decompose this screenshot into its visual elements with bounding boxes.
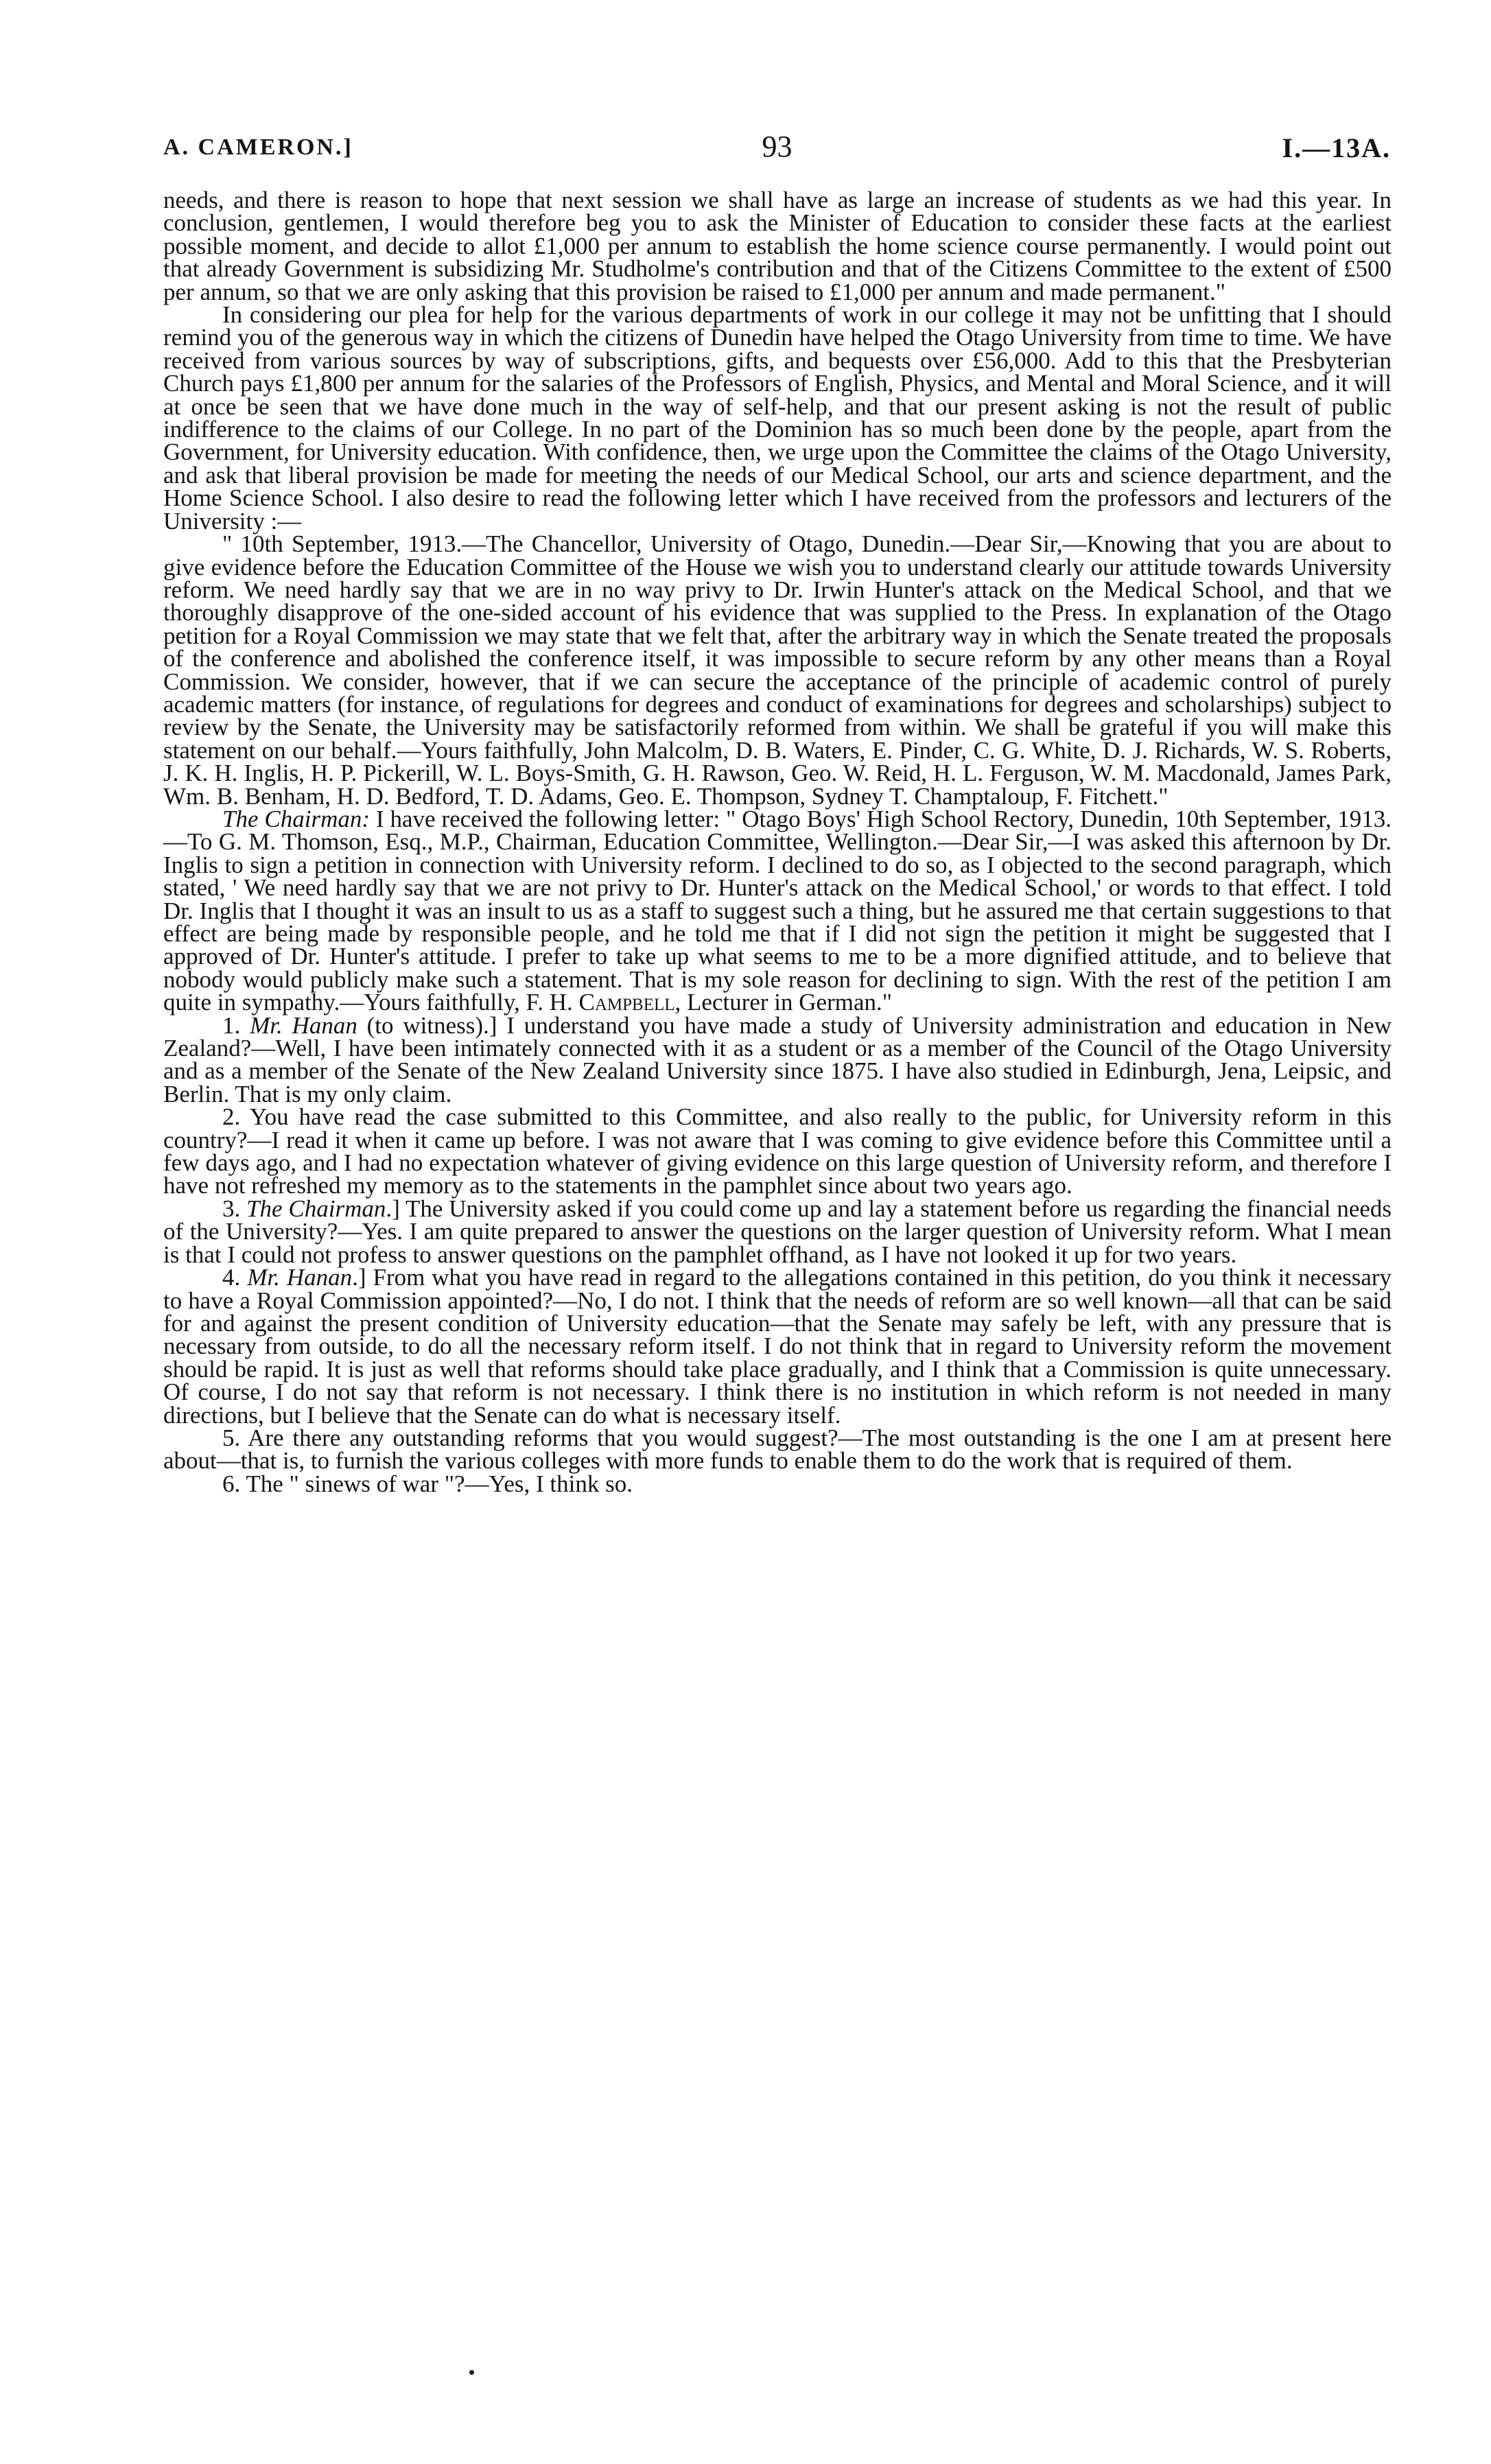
page-number: 93 (762, 130, 793, 163)
question-text: The " sinews of war "?—Yes, I think so. (246, 1470, 633, 1497)
question-number: 2. (222, 1103, 241, 1131)
question-text: You have read the case submitted to this Committee, and also really to the public, for University reform in this country?—I read it when it came up before. I was not aware that I was coming to give evidence before this Committee until a few days ago, and I had no expectation whatever of giving evidence on this large question of University reform, and therefore I have not refreshed my memory as to the statements in the pamphlet since about two years ago. (163, 1103, 1392, 1199)
question-speaker: Mr. Hanan (250, 1011, 357, 1039)
paragraph-professors-letter: " 10th September, 1913.—The Chancellor, University of Otago, Dunedin.—Dear Sir,—Knowing that you are about to give evidence before the Education Committee of the House we wish you to understand clearly our attitude towards University reform. We need hardly say that we are in no way privy to Dr. Irwin Hunter's attack on the Medical School, and that we thoroughly disapprove of the one-sided account of his evidence that was supplied to the Press. In explanation of the Otago petition for a Royal Commission we may state that we felt that, after the arbitrary way in which the Senate treated the proposals of the conference and abolished the conference itself, it was impossible to secure reform by any other means than a Royal Commission. We consider, however, that if we can secure the acceptance of the principle of academic control of purely academic matters (for instance, of regulations for degrees and conduct of examinations for degrees and scholarships) subject to review by the Senate, the University may be satisfactorily reformed from within. We shall be grateful if you will make this statement on our behalf.—Yours faithfully, John Malcolm, D. B. Waters, E. Pinder, C. G. White, D. J. Richards, W. S. Roberts, J. K. H. Inglis, H. P. Pickerill, W. L. Boys-Smith, G. H. Rawson, Geo. W. Reid, H. L. Ferguson, W. M. Macdonald, James Park, Wm. B. Benham, H. D. Bedford, T. D. Adams, Geo. E. Thompson, Sydney T. Champtaloup, F. Fitchett." (163, 530, 1392, 810)
signature-name: Campbell (578, 989, 675, 1016)
question-speaker-note: .] (386, 1195, 400, 1222)
page-header (163, 129, 1391, 170)
chairman-speaker: The Chairman: (222, 805, 371, 832)
chairman-letter-closing: , Lecturer in German." (674, 989, 893, 1016)
paragraph-chairman-letter (163, 805, 1392, 1016)
question-text: From what you have read in regard to the allegations contained in this petition, do you think it necessary to have a Royal Commission appointed?—No, I do not. I think that the needs of reform are so well known—all that can be said for and against the present condition of University education—that the Senate may safely be left, with any pressure that is necessary from outside, to do all the necessary reform itself. I do not think that in regard to University reform the movement should be rapid. It is just as well that reforms should take place gradually, and I think that a Commission is quite unnecessary. Of course, I do not say that reform is not necessary. I think there is no institution in which reform is not needed in many directions, but I believe that the Senate can do what is necessary itself. (163, 1264, 1392, 1429)
paragraph-dunedin-support: In considering our plea for help for the various departments of work in our college it may not be unfitting that I should remind you of the generous way in which the citizens of Dunedin have helped the Otago University from time to time. We have received from various sources by way of subscriptions, gifts, and bequests over £56,000. Add to this that the Presbyterian Church pays £1,800 per annum for the salaries of the Professors of English, Physics, and Mental and Moral Science, and it will at once be seen that we have done much in the way of self-help, and that our present asking is not the result of public indifference to the claims of our College. In no part of the Dominion has so much been done by the people, apart from the Government, for University education. With confidence, then, we urge upon the Committee the claims of the Otago University, and ask that liberal provision be made for meeting the needs of our Medical School, our arts and science department, and the Home Science School. I also desire to read the following letter which I have received from the professors and lecturers of the University :— (163, 301, 1392, 535)
question-6 (163, 1472, 1392, 1495)
question-text: Are there any outstanding reforms that you would suggest?—The most outstanding is the one I am at present here about—that is, to furnish the various colleges with more funds to enable them to do the work that is required of them. (163, 1424, 1392, 1475)
question-speaker-note: (to witness).] (366, 1011, 497, 1039)
header-paper-reference: I.—13A. (1282, 132, 1391, 163)
page-end-dot (469, 2370, 474, 2375)
question-1 (163, 1011, 1392, 1107)
question-number: 6. (222, 1470, 241, 1497)
question-text: I understand you have made a study of University administration and education in New Zealand?—Well, I have been intimately connected with it as a student or as a member of the Council of the Otago University and as a member of the Senate of the New Zealand University since 1875. I have also studied in Edinburgh, Jena, Leipsic, and Berlin. That is my only claim. (163, 1011, 1392, 1107)
paragraph-continuation: needs, and there is reason to hope that next session we shall have as large an increase of students as we had this year. In conclusion, gentlemen, I would therefore beg you to ask the Minister of Education to consider these facts at the earliest possible moment, and decide to allot £1,000 per annum to establish the home science course permanently. I would point out that already Government is subsidizing Mr. Studholme's contribution and that of the Citizens Committee to the extent of £500 per annum, so that we are only asking that this provision be raised to £1,000 per annum and made permanent." (163, 187, 1392, 305)
chairman-letter-text: I have received the following letter: " Otago Boys' High School Rectory, Dunedin, 10th September, 1913.—To G. M. Thomson, Esq., M.P., Chairman, Education Committee, Wellington.—Dear Sir,—I was asked this afternoon by Dr. Inglis to sign a petition in connection with University reform. I declined to do so, as I objected to the second paragraph, which stated, ' We need hardly say that we are not privy to Dr. Hunter's attack on the Medical School,' or words to that effect. I told Dr. Inglis that I thought it was an insult to us as a staff to suggest such a thing, but he assured me that certain suggestions to that effect are being made by responsible people, and he told me that if I did not sign the petition it might be suggested that I approved of Dr. Hunter's attitude. I prefer to take up what seems to me to be a more dignified attitude, and to believe that nobody would publicly make such a statement. That is my sole reason for declining to sign. With the rest of the petition I am quite in sympathy.—Yours faithfully, F. H. (163, 805, 1392, 1016)
header-witness-name: A. CAMERON.] (163, 134, 353, 160)
question-number: 5. (222, 1424, 241, 1451)
question-speaker: The Chairman (246, 1195, 386, 1222)
question-3 (163, 1197, 1392, 1266)
question-number: 1. (222, 1011, 241, 1039)
question-number: 4. (222, 1264, 241, 1291)
question-number: 3. (222, 1195, 241, 1222)
question-4 (163, 1266, 1392, 1427)
question-speaker: Mr. Hanan (247, 1264, 353, 1291)
page-body (163, 189, 1392, 1495)
question-2 (163, 1105, 1392, 1197)
question-text: The University asked if you could come up and lay a statement before us regarding the financial needs of the University?—Yes. I am quite prepared to answer the questions on the larger question of University reform. What I mean is that I could not profess to answer questions on the pamphlet offhand, as I have not looked it up for two years. (163, 1195, 1392, 1268)
question-5 (163, 1424, 1392, 1475)
question-speaker-note: .] (352, 1264, 366, 1291)
